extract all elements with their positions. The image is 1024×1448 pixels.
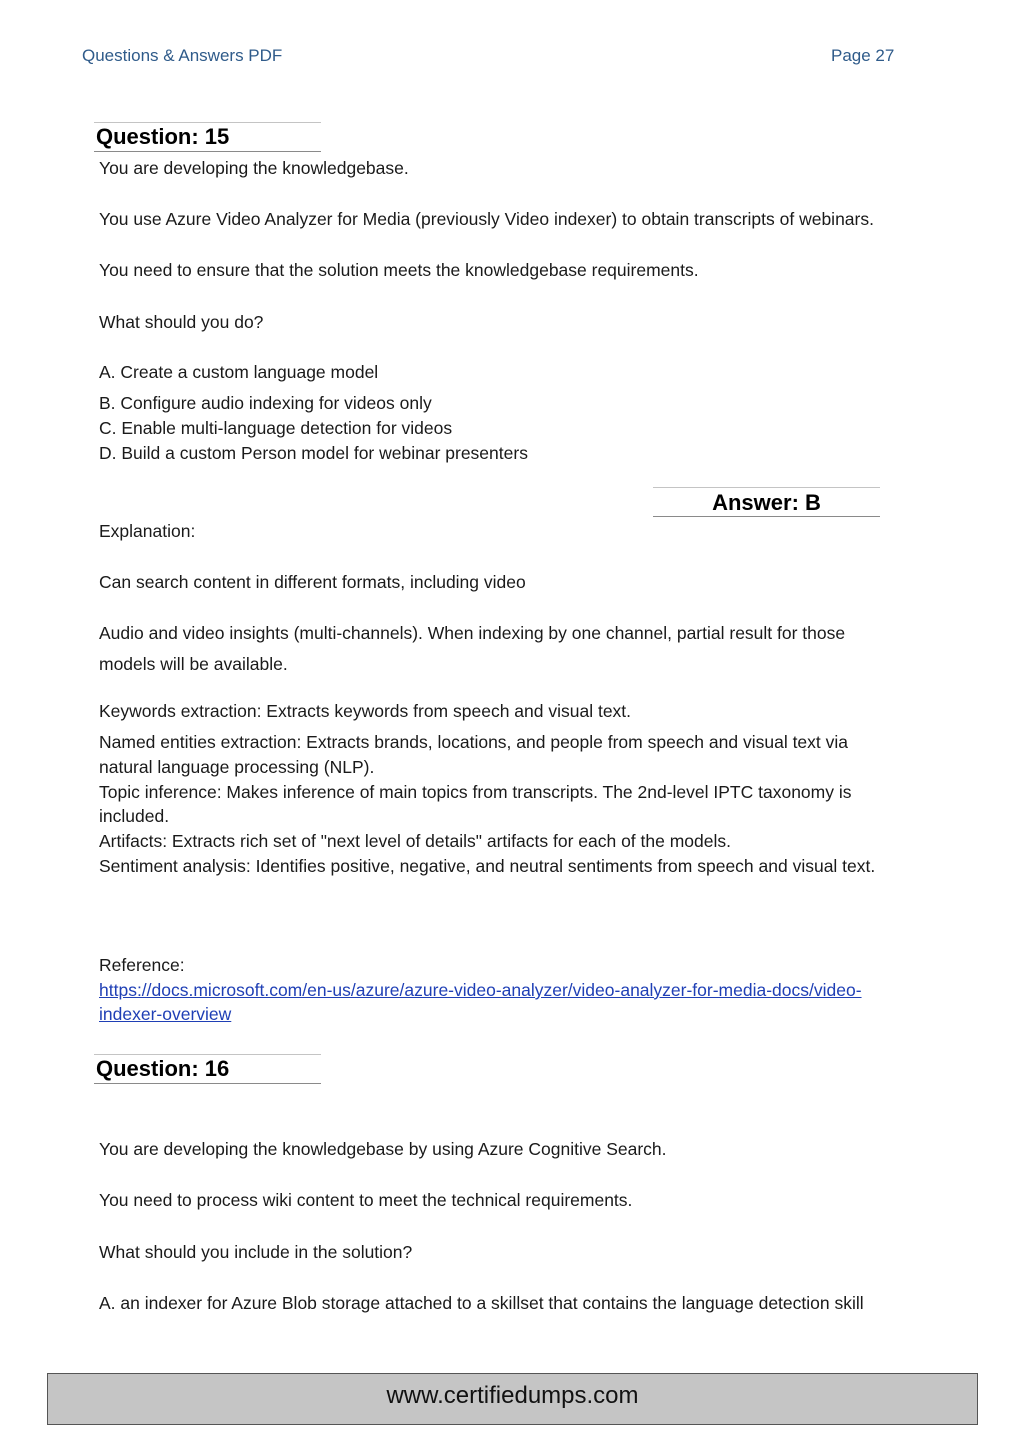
q15-line-1: You are developing the knowledgebase. (99, 158, 409, 178)
explanation-line: Artifacts: Extracts rich set of "next level of details" artifacts for each of the models. (99, 831, 731, 851)
q16-question-prompt: What should you include in the solution? (99, 1242, 413, 1262)
q15-option-a: A. Create a custom language model (99, 362, 379, 382)
q16-option-a: A. an indexer for Azure Blob storage attached to a skillset that contains the language detection skill (99, 1293, 864, 1313)
answer-box (653, 487, 880, 517)
explanation-line: Named entities extraction: Extracts brands, locations, and people from speech and visual text via (99, 732, 849, 752)
explanation-line: included. (99, 806, 170, 826)
explanation-line: Sentiment analysis: Identifies positive, negative, and neutral sentiments from speech and visual text. (99, 856, 876, 876)
question-15-heading-box (94, 122, 321, 152)
question-15-title: Question: 15 (96, 124, 230, 149)
q15-line-2: You use Azure Video Analyzer for Media (previously Video indexer) to obtain transcripts of webinars. (99, 209, 874, 229)
explanation-line: Topic inference: Makes inference of main topics from transcripts. The 2nd-level IPTC taxonomy is (99, 782, 852, 802)
header-title: Questions & Answers PDF (82, 46, 283, 65)
q15-question-prompt: What should you do? (99, 312, 264, 332)
question-16-heading-box (94, 1054, 321, 1084)
question-16-title: Question: 16 (96, 1056, 230, 1081)
q15-line-3: You need to ensure that the solution meets the knowledgebase requirements. (99, 260, 699, 280)
q15-option-b: B. Configure audio indexing for videos only (99, 393, 432, 413)
answer-label: Answer: B (712, 490, 821, 515)
footer-banner (47, 1373, 978, 1425)
reference-link[interactable]: https://docs.microsoft.com/en-us/azure/azure-video-analyzer/video-analyzer-for-media-docs/video- (99, 980, 862, 1000)
explanation-line: natural language processing (NLP). (99, 757, 375, 777)
explanation-line: Keywords extraction: Extracts keywords from speech and visual text. (99, 701, 632, 721)
explanation-line: Can search content in different formats, including video (99, 572, 526, 592)
q15-option-d: D. Build a custom Person model for webinar presenters (99, 443, 528, 463)
page-number: Page 27 (831, 46, 895, 65)
q16-line-1: You are developing the knowledgebase by using Azure Cognitive Search. (99, 1139, 667, 1159)
explanation-line: models will be available. (99, 654, 288, 674)
explanation-heading: Explanation: (99, 521, 196, 541)
reference-link-continuation[interactable]: indexer-overview (99, 1004, 232, 1024)
reference-label: Reference: (99, 955, 185, 975)
q15-option-c: C. Enable multi-language detection for videos (99, 418, 453, 438)
explanation-line: Audio and video insights (multi-channels). When indexing by one channel, partial result for those (99, 623, 846, 643)
q16-line-2: You need to process wiki content to meet the technical requirements. (99, 1190, 633, 1210)
footer-website: www.certifiedumps.com (386, 1382, 639, 1409)
